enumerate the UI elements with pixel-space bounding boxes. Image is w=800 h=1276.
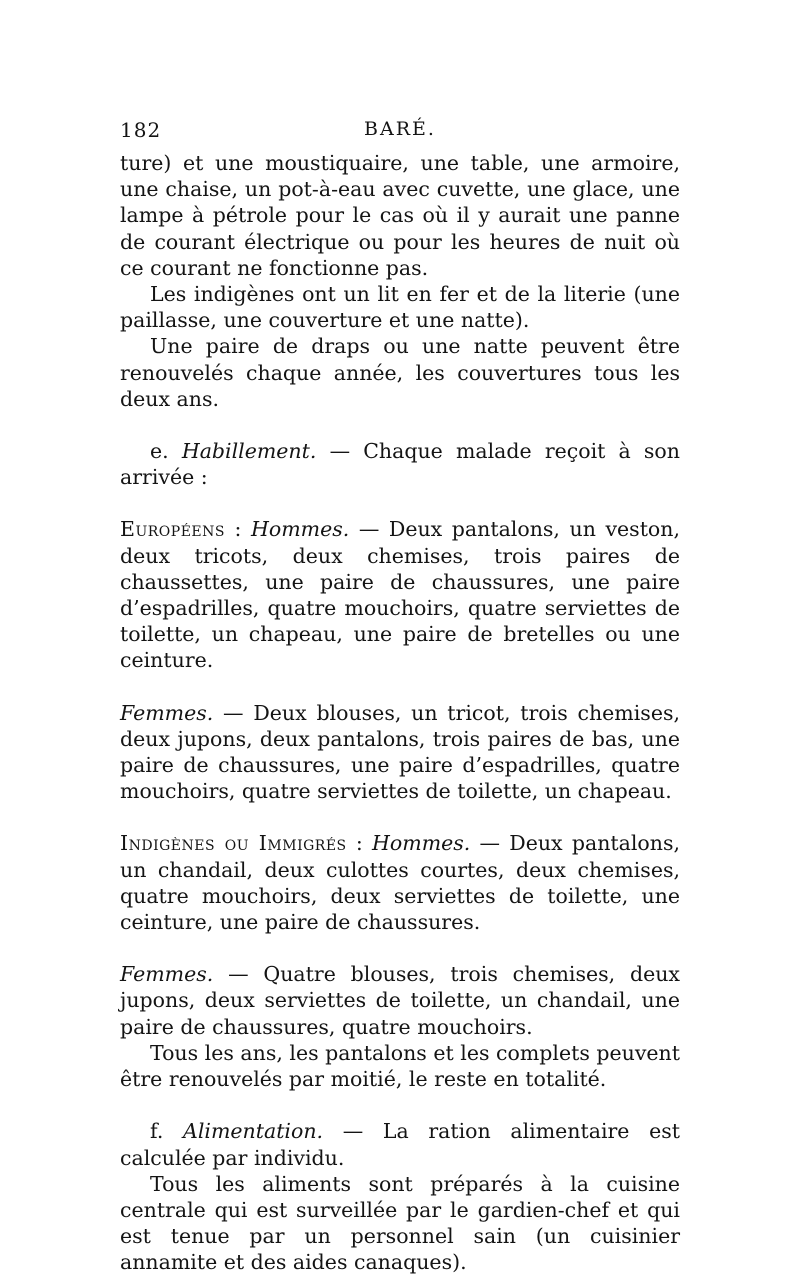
subcategory-label: Hommes. [251, 517, 350, 542]
paragraph-furniture: ture) et une moustiquaire, une table, une armoire, une chaise, un pot-à-eau avec cuvette, une glace, une lampe à pétrole pour le cas où il y aurait une panne de courant électrique ou pour les heures de nuit où ce courant ne fonctionne pas. [120, 151, 680, 280]
page-number: 182 [120, 118, 162, 142]
subcategory-label: Hommes. [372, 831, 471, 856]
subcategory-label: Femmes. [120, 962, 214, 987]
paragraph-indigenous-bedding: Les indigènes ont un lit en fer et de la literie (une paillasse, une couverture et une natte). [120, 282, 680, 333]
section-heading: Habillement. [181, 439, 317, 464]
section-intro: — La ration alimentaire est calculée par individu. [120, 1119, 680, 1170]
clothing-list: — Deux blouses, un tricot, trois chemises, deux jupons, deux pantalons, trois paires de bas, une paire de chaussures, une paire d’espadrilles, quatre mouchoirs, quatre serviettes de toilette, un chapeau. [120, 700, 680, 804]
category-label: Indigènes ou Immigrés [120, 831, 347, 856]
section-intro: — Chaque malade reçoit à son arrivée : [120, 439, 680, 490]
paragraph-indigenous-women [120, 961, 680, 1040]
paragraph-indigenous-men [120, 830, 680, 935]
running-head: BARÉ. [364, 118, 436, 140]
paragraph-europeans-women [120, 700, 680, 805]
clothing-list: — Deux pantalons, un veston, deux tricots, deux chemises, trois paires de chaussettes, une paire de chaussures, une paire d’espadrilles, quatre mouchoirs, quatre serviettes de toilette, un chapeau, une paire de bretelles ou une ceinture. [120, 517, 680, 673]
paragraph-linen-renewal: Une paire de draps ou une natte peuvent être renouvelés chaque année, les couvertures tous les deux ans. [120, 334, 680, 411]
section-alimentation [120, 1118, 680, 1170]
category-colon: : [224, 517, 252, 542]
paragraph-clothing-renewal: Tous les ans, les pantalons et les complets peuvent être renouvelés par moitié, le reste en totalité. [120, 1040, 680, 1092]
paragraph-europeans-men [120, 516, 680, 673]
section-heading: Alimentation. [183, 1119, 324, 1144]
section-habillement [120, 438, 680, 490]
body-text [120, 150, 680, 1276]
clothing-list: — Deux pantalons, un chandail, deux culottes courtes, deux chemises, quatre mouchoirs, deux serviettes de toilette, une ceinture, une paire de chaussures. [120, 831, 680, 935]
category-colon: : [346, 831, 373, 856]
paragraph-kitchen: Tous les aliments sont préparés à la cuisine centrale qui est surveillée par le gardien-chef et qui est tenue par un personnel sain (un cuisinier annamite et des aides canaques). [120, 1171, 680, 1275]
section-marker: e. [150, 439, 169, 464]
subcategory-label: Femmes. [120, 700, 214, 725]
section-marker: f. [150, 1119, 164, 1144]
category-label: Européens [120, 517, 225, 542]
page-header [120, 118, 680, 146]
clothing-list: — Quatre blouses, trois chemises, deux jupons, deux serviettes de toilette, un chandail, une paire de chaussures, quatre mouchoirs. [120, 962, 680, 1039]
